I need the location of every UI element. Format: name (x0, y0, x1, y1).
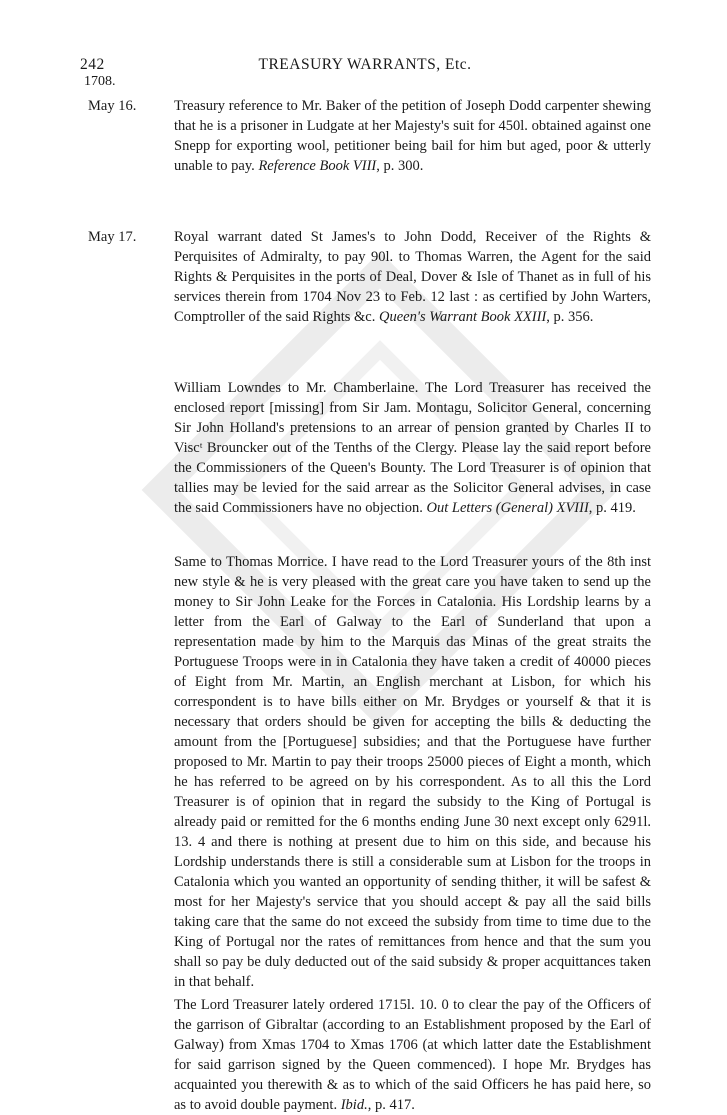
entry-text (174, 552, 651, 1115)
year-marker: 1708. (84, 74, 116, 89)
entry-reference: Queen's Warrant Book XXIII (379, 309, 547, 325)
entry-body: Royal warrant dated St James's to John Dodd, Receiver of the Rights & Perquisites of Admiralty, to pay 90l. to Thomas Warren, the Agent for the said Rights & Perquisites in the ports of Deal, Dover & Isle of Thanet as in full of his services therein from 1704 Nov 23 to Feb. 12 last : as certified by John Warters, Comptroller of the said Rights &c. (174, 229, 651, 325)
entry-body: Treasury reference to Mr. Baker of the petition of Joseph Dodd carpenter shewing that he is a prisoner in Ludgate at her Majesty's suit for 450l. obtained against one Snepp for exporting wool, petitioner being bail for him but aged, poor & utterly unable to pay. (174, 98, 651, 174)
entry-reference: Ibid. (340, 1097, 368, 1113)
page-header (80, 56, 650, 76)
page-number: 242 (80, 56, 105, 73)
entry-text (174, 96, 651, 176)
entry-date: May 17. (88, 229, 137, 245)
running-title: TREASURY WARRANTS, Etc. (258, 56, 472, 73)
entry-text (174, 378, 651, 518)
entry-reference: Out Letters (General) XVIII (426, 500, 589, 516)
entry-continuation: The Lord Treasurer lately ordered 1715l. 10. 0 to clear the pay of the Officers of the garrison of Gibraltar (according to an Establishment proposed by the Earl of Galway) from Xmas 1704 to Xmas 1706 (at which latter date the Establishment for said garrison signed by the Queen commenced). I hope Mr. Brydges has acquainted you therewith & as to which of the said Officers he has paid here, so as to avoid double payment. (174, 997, 651, 1113)
entry-body: Same to Thomas Morrice. I have read to the Lord Treasurer yours of the 8th inst new style & he is very pleased with the great care you have taken to send up the money to Sir John Leake for the Forces in Catalonia. His Lordship learns by a letter from the Earl of Galway to the Earl of Sunderland that upon a representation made by him to the Marquis das Minas of the great straits the Portuguese Troops were in in Catalonia they have taken a credit of 40000 pieces of Eight from Mr. Martin, an English merchant at Lisbon, for which his correspondent is to have bills either on Mr. Brydges or yourself & that it is necessary that orders should be given for accepting the bills & deducting the amount from the [Portuguese] subsidies; and that the Portuguese have further proposed to Mr. Martin to pay their troops 25000 pieces of Eight a month, which he has referred to be agreed on by his correspondent. As to all this the Lord Treasurer is of opinion that in regard the subsidy to the King of Portugal is already paid or remitted for the 6 months ending June 30 next except only 6291l. 13. 4 and there is nothing at present due to him on this side, and because his Lordship understands there is still a considerable sum at Lisbon for the troops in Catalonia which you wanted an opportunity of sending thither, it will be safest & most for her Majesty's service that you should accept & pay all the said bills taking care that the same do not exceed the subsidy from time to time due to the King of Portugal nor the rates of remittances from hence and that the sum you shall so pay be duly deducted out of the said subsidy & proper acquittances taken in that behalf. (174, 554, 651, 990)
entry-page-ref: , p. 419. (588, 500, 636, 516)
entry-reference: Reference Book VIII (258, 158, 377, 174)
entry-text (174, 227, 651, 327)
entry-date: May 16. (88, 98, 137, 114)
entry-body: William Lowndes to Mr. Chamberlaine. The Lord Treasurer has received the enclosed report [missing] from Sir Jam. Montagu, Solicitor General, concerning Sir John Holland's pretensions to an arrear of pension granted by Charles II to Viscᵗ Brouncker out of the Tenths of the Clergy. Please lay the said report before the Commissioners of the Queen's Bounty. The Lord Treasurer is of opinion that tallies may be levied for the said arrear as the Solicitor General advises, in case the said Commissioners have no objection. (174, 380, 651, 516)
entry-page-ref: , p. 300. (376, 158, 424, 174)
entry-page-ref: , p. 356. (546, 309, 594, 325)
entry-page-ref: , p. 417. (367, 1097, 415, 1113)
